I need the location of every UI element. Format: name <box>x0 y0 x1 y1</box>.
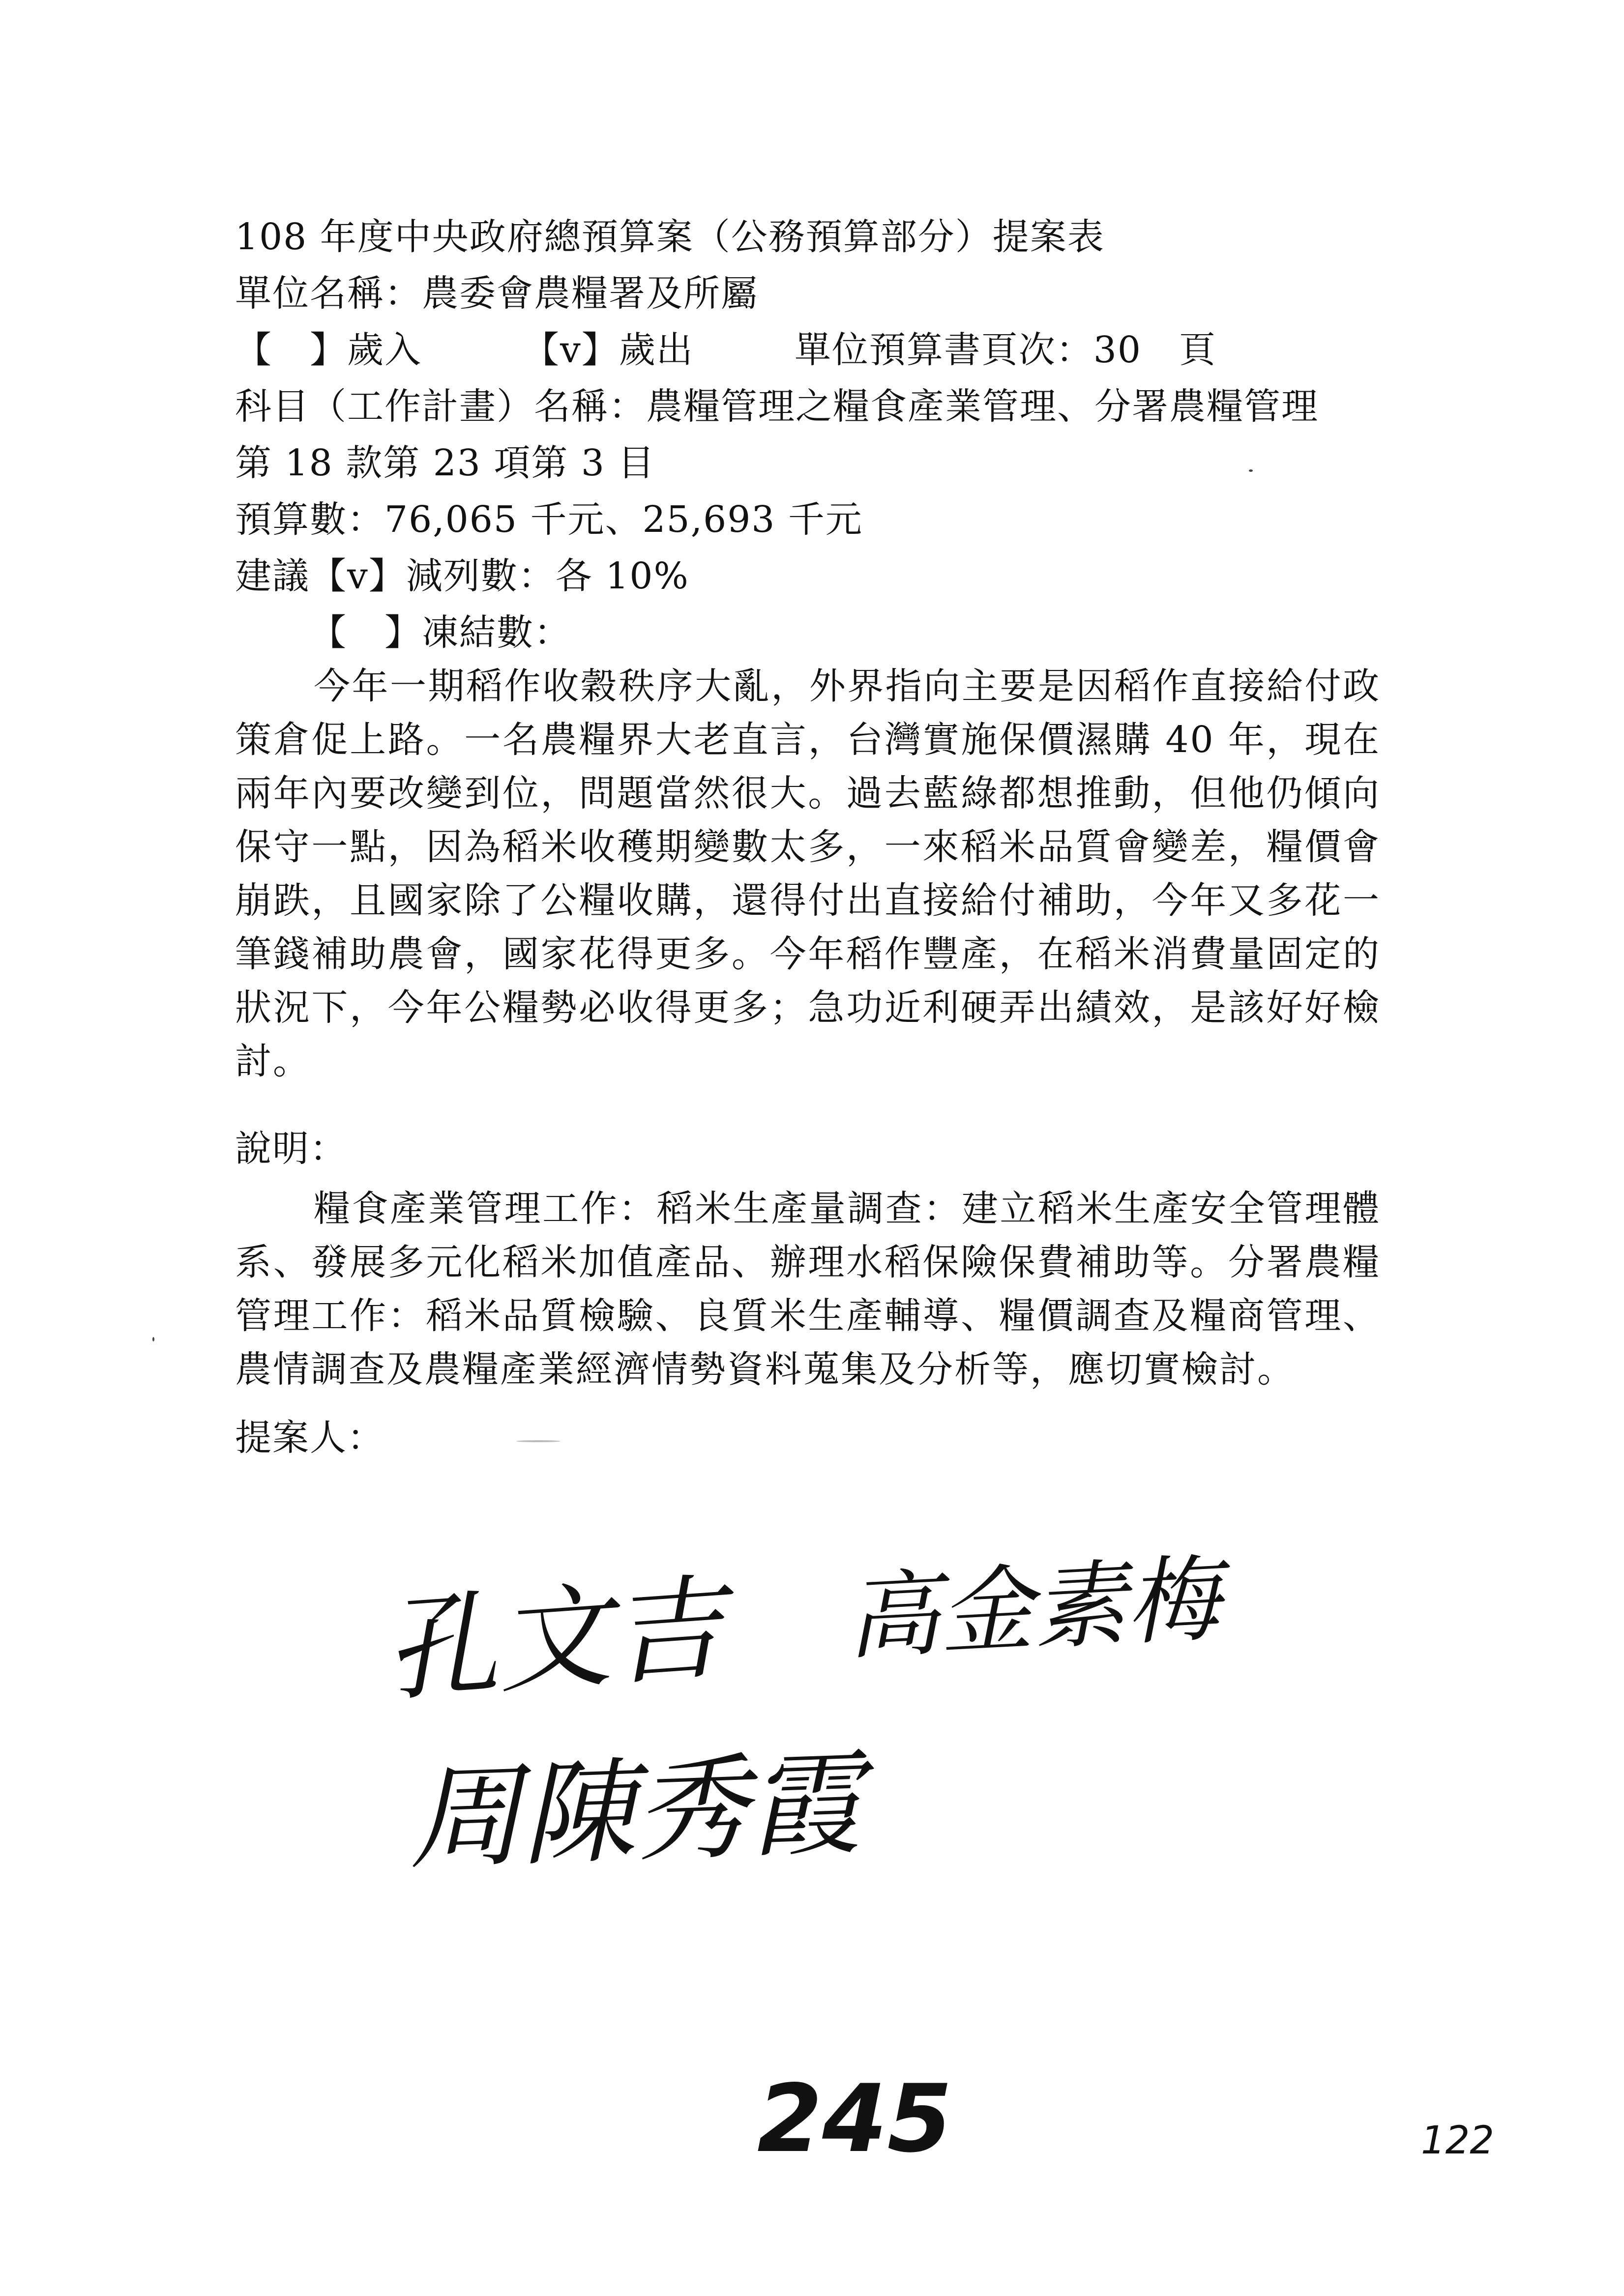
subject-name: 科目（工作計畫）名稱：農糧管理之糧食產業管理、分署農糧管理 <box>235 385 1319 428</box>
scan-speck <box>152 1337 154 1341</box>
expense-checkbox: 【ⅴ】 <box>523 329 619 371</box>
reduce-label: 減列數：各 10% <box>406 555 689 597</box>
signature-2: 高金素梅 <box>843 1544 1223 1673</box>
corner-number: 122 <box>1421 2119 1494 2163</box>
revenue-checkbox: 【 】 <box>235 329 347 371</box>
signature-3: 周陳秀霞 <box>406 1739 863 1886</box>
revenue-label: 歲入 <box>347 329 422 371</box>
freeze-row <box>310 611 571 654</box>
type-row <box>235 329 1216 371</box>
freeze-checkbox: 【 】 <box>310 611 422 654</box>
budget-page-ref: 單位預算書頁次：30 頁 <box>794 329 1216 371</box>
item-code: 第 18 款第 23 項第 3 目 <box>235 442 655 484</box>
expense-label: 歲出 <box>619 329 694 371</box>
suggest-prefix: 建議 <box>235 555 310 597</box>
freeze-label: 凍結數： <box>422 611 571 654</box>
explanation-paragraph: 糧食產業管理工作：稻米生產量調查：建立稻米生產安全管理體系、發展多元化稻米加值產品、辦理水稻保險保費補助等。分署農糧管理工作：稻米品質檢驗、良質米生產輔導、糧價調查及糧商管理、農情調查及農糧產業經濟情勢資料蒐集及分析等，應切實檢討。 <box>235 1188 1381 1391</box>
unit-name: 單位名稱：農委會農糧署及所屬 <box>235 272 758 315</box>
scan-speck <box>516 1440 561 1442</box>
signature-1: 孔文吉 <box>380 1563 728 1717</box>
reason-paragraph: 今年一期稻作收穀秩序大亂，外界指向主要是因稻作直接給付政策倉促上路。一名農糧界大老直言，台灣實施保價濕購 40 年，現在兩年內要改變到位，問題當然很大。過去藍綠都想推動，但他仍傾向保守一點，因為稻米收穫期變數太多，一來稻米品質會變差，糧價會崩跌，且國家除了公糧收購，還得付出直接給付補助，今年又多花一筆錢補助農會，國家花得更多。今年稻作豐產，在稻米消費量固定的狀況下，今年公糧勢必收得更多；急功近利硬弄出績效，是該好好檢討。 <box>235 665 1381 1082</box>
page-number: 245 <box>757 2064 952 2173</box>
proposer-label: 提案人： <box>235 1417 384 1459</box>
reduce-checkbox: 【ⅴ】 <box>310 555 406 597</box>
form-title: 108 年度中央政府總預算案（公務預算部分）提案表 <box>235 216 1105 258</box>
scan-speck <box>1249 469 1253 472</box>
explanation-label: 說明： <box>235 1128 347 1170</box>
suggest-row <box>235 555 689 597</box>
budget-amount: 預算數：76,065 千元、25,693 千元 <box>235 498 863 541</box>
